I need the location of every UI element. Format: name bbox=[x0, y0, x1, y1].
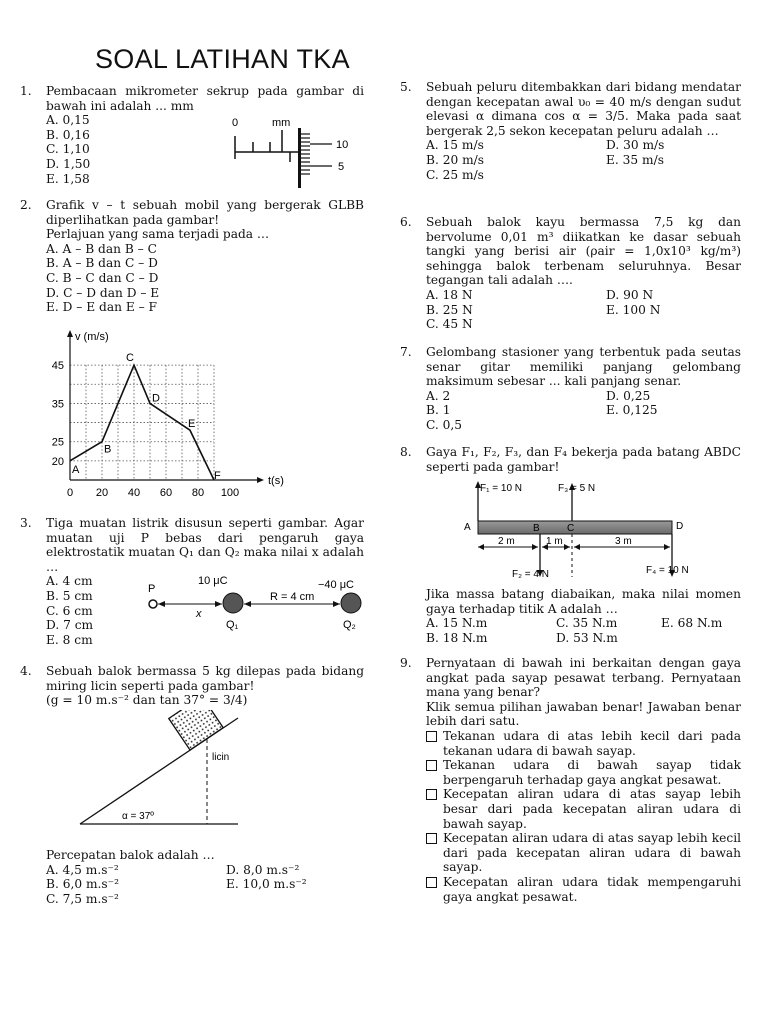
label-q1-value: 10 μC bbox=[198, 575, 228, 587]
label-dist-3: 3 m bbox=[615, 536, 632, 547]
option-e[interactable]: E. 10,0 m.s⁻² bbox=[226, 877, 307, 892]
label-0: 0 bbox=[232, 117, 239, 129]
y-axis-label: v (m/s) bbox=[75, 331, 109, 343]
label-c: C bbox=[567, 523, 575, 534]
charges-figure bbox=[140, 574, 370, 632]
checkbox[interactable] bbox=[426, 760, 437, 771]
label-b: B bbox=[533, 523, 540, 534]
option-a[interactable]: A. A – B dan B – C bbox=[46, 241, 157, 256]
option-c[interactable]: C. B – C dan C – D bbox=[46, 270, 159, 285]
option-d[interactable]: D. 1,50 bbox=[46, 156, 91, 171]
option-e[interactable]: E. 35 m/s bbox=[606, 152, 664, 167]
option-c[interactable]: C. 45 N bbox=[426, 317, 473, 332]
option-a[interactable]: A. 0,15 bbox=[46, 113, 90, 128]
option-b[interactable]: B. 6,0 m.s⁻² bbox=[46, 877, 119, 892]
question-stem: Sebuah balok bermassa 5 kg dilepas pada bidang miring licin seperti pada gambar! bbox=[46, 664, 364, 693]
y-axis-arrow bbox=[67, 330, 73, 337]
option-e[interactable]: E. 1,58 bbox=[46, 171, 90, 186]
option-d[interactable]: D. 30 m/s bbox=[606, 138, 665, 153]
label-q2: Q₂ bbox=[343, 619, 356, 631]
option-b[interactable]: B. 18 N.m bbox=[426, 630, 488, 645]
option-list bbox=[426, 616, 741, 645]
label-d: D bbox=[676, 521, 684, 532]
choice-text: Tekanan udara di bawah sayap tidak berpengaruh terhadap gaya angkat pesawat. bbox=[443, 758, 741, 787]
velocity-time-chart bbox=[40, 326, 300, 504]
point-label: F bbox=[214, 470, 221, 482]
label-dist-2: 1 m bbox=[546, 536, 563, 547]
incline-figure bbox=[70, 710, 260, 840]
checkbox-list bbox=[426, 729, 741, 904]
label-10: 10 bbox=[336, 139, 349, 151]
label-mm: mm bbox=[272, 117, 291, 129]
option-a[interactable]: A. 15 N.m bbox=[426, 616, 488, 631]
choice-item[interactable] bbox=[426, 831, 741, 875]
question-number: 7. bbox=[400, 345, 412, 359]
option-d[interactable]: D. 53 N.m bbox=[556, 630, 618, 645]
question-stem-2: Jika massa batang diabaikan, maka nilai momen gaya terhadap titik A adalah … bbox=[426, 587, 741, 616]
checkbox[interactable] bbox=[426, 789, 437, 800]
option-a[interactable]: A. 4 cm bbox=[46, 574, 93, 589]
option-e[interactable]: E. 68 N.m bbox=[661, 616, 723, 631]
point-label: B bbox=[104, 443, 112, 456]
option-e[interactable]: E. 100 N bbox=[606, 302, 661, 317]
choice-text: Kecepatan aliran udara di atas sayap lebih besar dari pada kecepatan aliran udara di bawah sayap. bbox=[443, 787, 741, 831]
x-axis-arrow bbox=[257, 477, 264, 483]
question-number: 5. bbox=[400, 80, 412, 94]
label-licin: licin bbox=[212, 752, 230, 763]
question-stem: Gelombang stasioner yang terbentuk pada seutas senar gitar memiliki panjang gelombang maksimum sebesar ... kali panjang senar. bbox=[426, 345, 741, 389]
label-angle: α = 37º bbox=[122, 811, 154, 822]
option-list bbox=[426, 138, 741, 182]
choice-text: Tekanan udara di atas lebih kecil dari pada tekanan udara di bawah sayap. bbox=[443, 728, 741, 758]
label-f4: F₄ = 10 N bbox=[646, 565, 689, 576]
label-x: x bbox=[196, 608, 202, 620]
y-tick-label: 45 bbox=[51, 360, 64, 373]
page-title: SOAL LATIHAN TKA bbox=[95, 44, 350, 74]
question-number: 3. bbox=[20, 516, 32, 530]
label-q2-value: −40 μC bbox=[318, 579, 354, 591]
question-number: 9. bbox=[400, 656, 412, 670]
option-d[interactable]: D. C – D dan D – E bbox=[46, 285, 160, 300]
question-stem: Sebuah peluru ditembakkan dari bidang mendatar dengan kecepatan awal υ₀ = 40 m/s dengan sudut elevasi α dimana cos α = 3/5. Maka pada saat bergerak 2,5 sekon kecepatan peluru adalah … bbox=[426, 80, 741, 138]
x-tick-label: 40 bbox=[127, 487, 141, 499]
question-stem-2: (g = 10 m.s⁻² dan tan 37° = 3/4) bbox=[46, 693, 248, 708]
question-stem: Grafik v – t sebuah mobil yang bergerak GLBB diperlihatkan pada gambar! bbox=[46, 198, 364, 227]
option-d[interactable]: D. 7 cm bbox=[46, 618, 94, 633]
option-b[interactable]: B. A – B dan C – D bbox=[46, 256, 158, 271]
option-list bbox=[426, 389, 741, 433]
option-d[interactable]: D. 8,0 m.s⁻² bbox=[226, 862, 300, 877]
question-1 bbox=[20, 84, 365, 194]
checkbox[interactable] bbox=[426, 877, 437, 888]
question-stem: Sebuah balok kayu bermassa 7,5 kg dan bervolume 0,01 m³ diikatkan ke dasar sebuah tangki yang berisi air (ρair = 1,0x10³ kg/m³) sehingga balok terbenam seluruhnya. Besar tegangan tali adalah …. bbox=[426, 215, 741, 288]
question-number: 6. bbox=[400, 215, 412, 229]
x-tick-label: 0 bbox=[66, 487, 74, 499]
x-tick-label: 20 bbox=[95, 487, 109, 499]
micrometer-figure bbox=[220, 114, 360, 194]
option-c[interactable]: C. 7,5 m.s⁻² bbox=[46, 891, 119, 906]
question-6 bbox=[400, 215, 742, 335]
label-p: P bbox=[148, 583, 156, 595]
question-stem: Pernyataan di bawah ini berkaitan dengan gaya angkat pada sayap pesawat terbang. Pernyataan mana yang benar? bbox=[426, 656, 741, 700]
option-c[interactable]: C. 35 N.m bbox=[556, 616, 618, 631]
option-b[interactable]: B. 1 bbox=[426, 403, 451, 418]
question-stem: Tiga muatan listrik disusun seperti gambar. Agar muatan uji P bebas dari pengaruh gaya elektrostatik muatan Q₁ dan Q₂ maka nilai x adalah … bbox=[46, 516, 364, 574]
option-list bbox=[46, 242, 364, 315]
question-3 bbox=[20, 516, 365, 648]
choice-text: Kecepatan aliran udara tidak mempengaruhi gaya angkat pesawat. bbox=[443, 874, 741, 904]
point-label: A bbox=[72, 463, 80, 476]
x-tick-label: 80 bbox=[191, 487, 205, 499]
option-e[interactable]: E. D – E dan E – F bbox=[46, 300, 158, 315]
point-label: D bbox=[152, 392, 160, 405]
option-c[interactable]: C. 0,5 bbox=[426, 417, 463, 432]
question-9 bbox=[400, 656, 742, 906]
option-list bbox=[426, 288, 741, 332]
option-b[interactable]: B. 25 N bbox=[426, 302, 473, 317]
option-d[interactable]: D. 90 N bbox=[606, 287, 654, 302]
question-4 bbox=[20, 664, 365, 909]
x-axis-label: t(s) bbox=[268, 475, 284, 487]
question-instruction: Klik semua pilihan jawaban benar! Jawaban benar lebih dari satu. bbox=[426, 699, 741, 729]
choice-text: Kecepatan aliran udara di atas sayap lebih kecil dari pada kecepatan aliran udara di bawah sayap. bbox=[443, 831, 741, 875]
question-number: 4. bbox=[20, 664, 32, 678]
option-b[interactable]: B. 5 cm bbox=[46, 588, 93, 603]
checkbox[interactable] bbox=[426, 731, 437, 742]
question-8 bbox=[400, 445, 742, 645]
choice-item[interactable] bbox=[426, 787, 741, 831]
label-f1: F₁ = 10 N bbox=[480, 483, 523, 494]
point-label: E bbox=[188, 418, 196, 431]
label-f3: F₃ = 5 N bbox=[558, 483, 596, 494]
label-r: R = 4 cm bbox=[270, 591, 315, 603]
option-c[interactable]: C. 6 cm bbox=[46, 603, 93, 618]
lever-figure bbox=[460, 477, 720, 585]
y-tick-label: 35 bbox=[51, 398, 64, 411]
choice-item[interactable] bbox=[426, 758, 741, 787]
checkbox[interactable] bbox=[426, 833, 437, 844]
y-tick-label: 20 bbox=[51, 455, 64, 468]
label-q1: Q₁ bbox=[226, 619, 239, 631]
question-number: 2. bbox=[20, 198, 32, 212]
option-a[interactable]: A. 4,5 m.s⁻² bbox=[46, 862, 119, 877]
label-5: 5 bbox=[338, 161, 345, 173]
option-e[interactable]: E. 8 cm bbox=[46, 632, 93, 647]
y-tick-label: 25 bbox=[51, 436, 64, 449]
option-a[interactable]: A. 18 N bbox=[426, 287, 473, 302]
x-tick-label: 100 bbox=[220, 487, 240, 499]
option-c[interactable]: C. 1,10 bbox=[46, 142, 90, 157]
choice-item[interactable] bbox=[426, 729, 741, 758]
option-b[interactable]: B. 20 m/s bbox=[426, 152, 485, 167]
question-stem-2: Perlajuan yang sama terjadi pada … bbox=[46, 227, 270, 242]
question-stem-3: Percepatan balok adalah … bbox=[46, 848, 215, 862]
question-7 bbox=[400, 345, 742, 433]
question-number: 8. bbox=[400, 445, 412, 459]
option-b[interactable]: B. 0,16 bbox=[46, 127, 90, 142]
point-label: C bbox=[126, 352, 134, 365]
option-a[interactable]: A. 2 bbox=[426, 388, 451, 403]
x-tick-label: 60 bbox=[159, 487, 173, 499]
option-list bbox=[46, 863, 364, 907]
question-stem: Pembacaan mikrometer sekrup pada gambar di bawah ini adalah ... mm bbox=[46, 84, 364, 113]
choice-item[interactable] bbox=[426, 875, 741, 904]
option-d[interactable]: D. 0,25 bbox=[606, 388, 651, 403]
question-2 bbox=[20, 198, 365, 318]
option-c[interactable]: C. 25 m/s bbox=[426, 167, 484, 182]
option-a[interactable]: A. 15 m/s bbox=[426, 138, 484, 153]
label-f2: F₂ = 4 N bbox=[512, 569, 549, 580]
label-a: A bbox=[464, 522, 471, 533]
label-dist-1: 2 m bbox=[498, 536, 515, 547]
question-stem: Gaya F₁, F₂, F₃, dan F₄ bekerja pada batang ABDC seperti pada gambar! bbox=[426, 445, 741, 474]
question-number: 1. bbox=[20, 84, 32, 98]
option-e[interactable]: E. 0,125 bbox=[606, 403, 658, 418]
question-5 bbox=[400, 80, 742, 202]
